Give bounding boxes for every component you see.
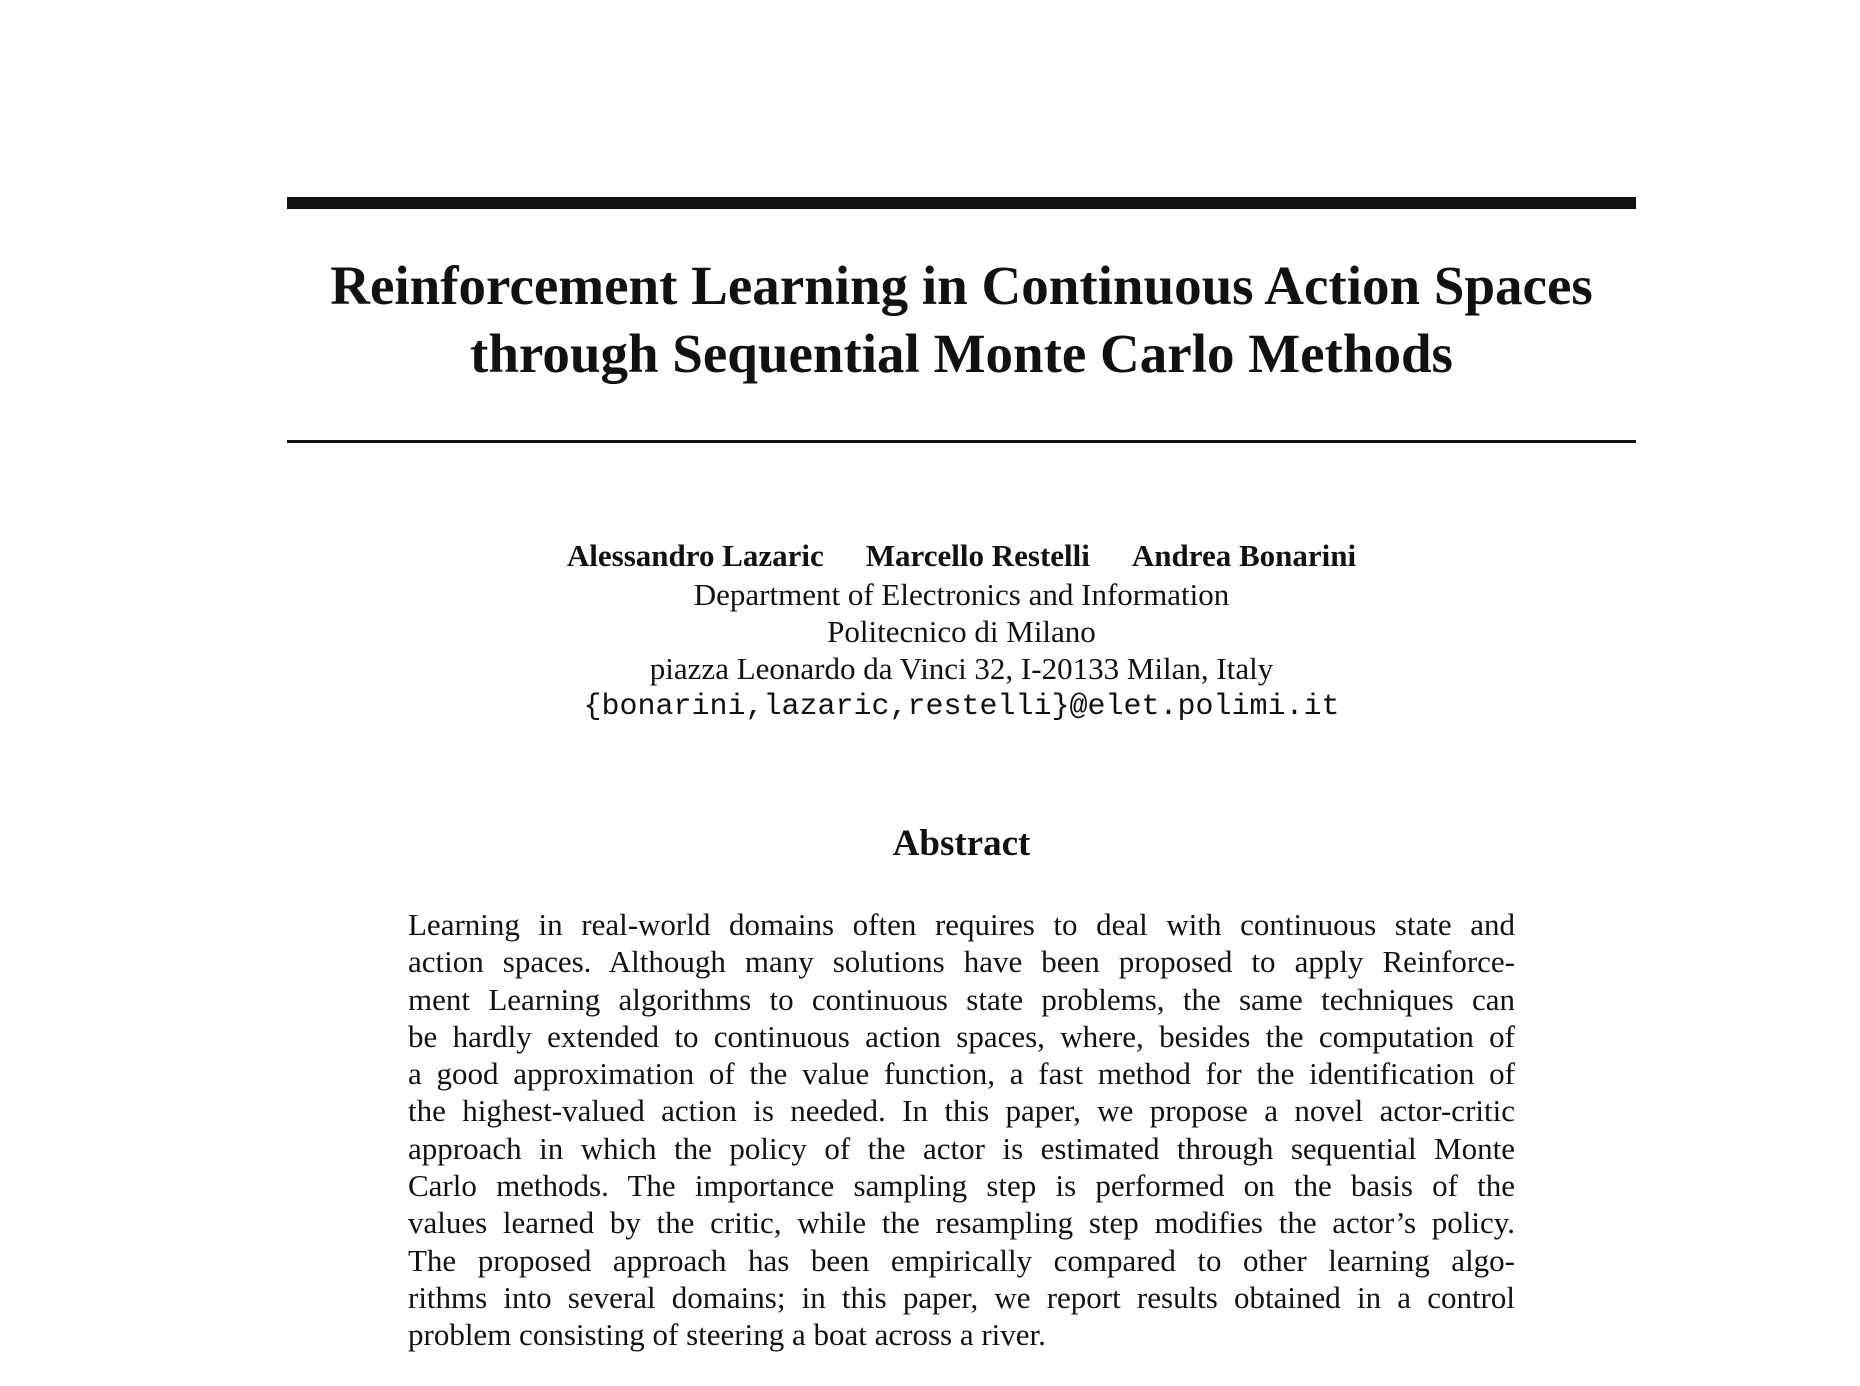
abstract-line: Learning in real-world domains often requires to deal with continuous state and xyxy=(408,907,1515,942)
author-list xyxy=(287,536,1636,576)
abstract-line: Carlo methods. The importance sampling step is performed on the basis of the xyxy=(408,1168,1515,1204)
abstract-line: problem consisting of steering a boat across a river. xyxy=(408,1317,1046,1353)
author-email: {bonarini,lazaric,restelli}@elet.polimi.it xyxy=(583,690,1340,724)
paper-title xyxy=(287,252,1636,388)
abstract-line: ment Learning algorithms to continuous state problems, the same techniques can xyxy=(408,981,1515,1017)
author-block xyxy=(287,536,1636,727)
abstract-line: rithms into several domains; in this paper, we report results obtained in a control xyxy=(408,1279,1515,1315)
author-name: Andrea Bonarini xyxy=(1131,538,1357,573)
title-line-1: Reinforcement Learning in Continuous Action Spaces xyxy=(330,255,1593,316)
abstract-line: be hardly extended to continuous action spaces, where, besides the computation of xyxy=(408,1018,1515,1054)
affiliation-institution: Politecnico di Milano xyxy=(827,614,1096,649)
abstract-line: the highest-valued action is needed. In this paper, we propose a novel actor-critic xyxy=(408,1093,1515,1129)
affiliation-department: Department of Electronics and Information xyxy=(693,577,1230,612)
title-bottom-rule xyxy=(287,440,1636,443)
abstract-line: The proposed approach has been empirically compared to other learning algo- xyxy=(408,1242,1515,1278)
abstract-body xyxy=(408,906,1515,1354)
title-top-rule xyxy=(287,197,1636,209)
abstract-line: action spaces. Although many solutions have been proposed to apply Reinforce- xyxy=(408,944,1515,980)
title-line-2: through Sequential Monte Carlo Methods xyxy=(470,323,1453,384)
author-name: Marcello Restelli xyxy=(865,538,1090,573)
affiliation-address: piazza Leonardo da Vinci 32, I-20133 Milan, Italy xyxy=(649,651,1274,686)
abstract-line: a good approximation of the value function, a fast method for the identification of xyxy=(408,1056,1515,1092)
abstract-heading: Abstract xyxy=(892,823,1031,864)
author-name: Alessandro Lazaric xyxy=(566,538,824,573)
abstract-line: approach in which the policy of the actor is estimated through sequential Monte xyxy=(408,1130,1515,1166)
abstract-line: values learned by the critic, while the resampling step modifies the actor’s policy. xyxy=(408,1205,1515,1241)
